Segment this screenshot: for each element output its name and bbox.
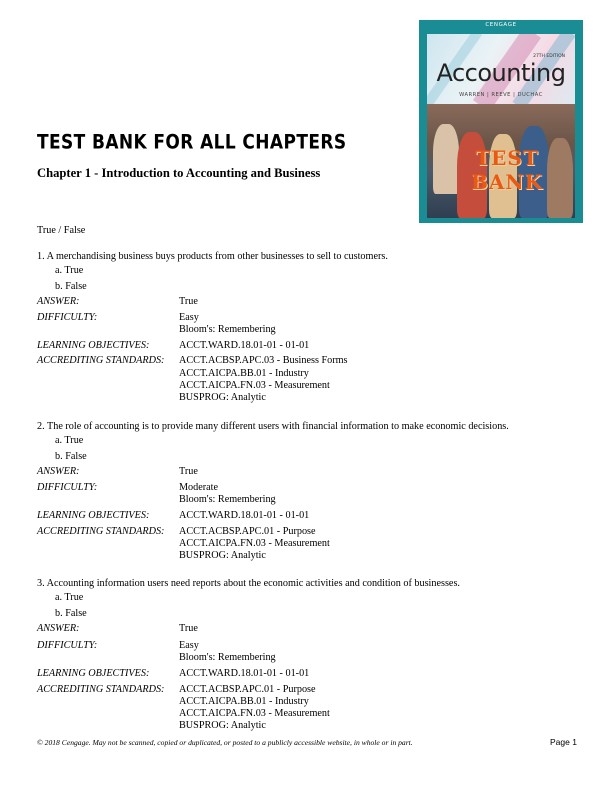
cover-authors: WARREN | REEVE | DUCHAC: [459, 92, 543, 98]
standard-item: BUSPROG: Analytic: [179, 720, 266, 731]
standards-label: ACCREDITING STANDARDS:: [37, 355, 165, 366]
standard-item: ACCT.ACBSP.APC.01 - Purpose: [179, 526, 316, 537]
standard-item: ACCT.ACBSP.APC.03 - Business Forms: [179, 355, 348, 366]
standard-item: ACCT.AICPA.FN.03 - Measurement: [179, 538, 330, 549]
learning-objectives-value: ACCT.WARD.18.01-01 - 01-01: [179, 340, 310, 351]
answer-value: True: [179, 623, 198, 634]
standard-item: BUSPROG: Analytic: [179, 550, 266, 561]
choice-a: a. True: [55, 592, 84, 603]
choice-a: a. True: [55, 435, 84, 446]
learning-objectives-value: ACCT.WARD.18.01-01 - 01-01: [179, 668, 310, 679]
question-prompt: 1. A merchandising business buys products from other businesses to sell to customers.: [37, 251, 388, 262]
learning-objectives-label: LEARNING OBJECTIVES:: [37, 340, 150, 351]
standard-item: ACCT.ACBSP.APC.01 - Purpose: [179, 684, 316, 695]
standard-item: BUSPROG: Analytic: [179, 392, 266, 403]
cover-inner: [427, 34, 575, 218]
answer-value: True: [179, 466, 198, 477]
cover-edition: 27TH EDITION: [533, 54, 565, 59]
standard-item: ACCT.AICPA.BB.01 - Industry: [179, 368, 309, 379]
choice-b: b. False: [55, 281, 87, 292]
standard-item: ACCT.AICPA.BB.01 - Industry: [179, 696, 309, 707]
page-number: Page 1: [550, 737, 577, 747]
banner-title: TEST BANK FOR ALL CHAPTERS: [37, 131, 347, 154]
standards-label: ACCREDITING STANDARDS:: [37, 684, 165, 695]
standard-item: ACCT.AICPA.FN.03 - Measurement: [179, 380, 330, 391]
question-prompt: 3. Accounting information users need reports about the economic activities and condition of businesses.: [37, 578, 460, 589]
answer-value: True: [179, 296, 198, 307]
cover-stamp: TEST BANK: [470, 146, 544, 194]
learning-objectives-label: LEARNING OBJECTIVES:: [37, 668, 150, 679]
difficulty-value: Easy: [179, 312, 199, 323]
choice-a: a. True: [55, 265, 84, 276]
blooms-value: Bloom's: Remembering: [179, 494, 276, 505]
chapter-title: Chapter 1 - Introduction to Accounting and Business: [37, 166, 321, 180]
question-prompt: 2. The role of accounting is to provide many different users with financial information to make economic decisions.: [37, 421, 509, 432]
difficulty-value: Easy: [179, 640, 199, 651]
choice-b: b. False: [55, 451, 87, 462]
choice-b: b. False: [55, 608, 87, 619]
difficulty-value: Moderate: [179, 482, 219, 493]
answer-label: ANSWER:: [37, 623, 80, 634]
cover-title: Accounting: [436, 59, 566, 87]
difficulty-label: DIFFICULTY:: [37, 482, 98, 493]
section-heading: True / False: [37, 225, 86, 236]
answer-label: ANSWER:: [37, 296, 80, 307]
answer-label: ANSWER:: [37, 466, 80, 477]
learning-objectives-value: ACCT.WARD.18.01-01 - 01-01: [179, 510, 310, 521]
difficulty-label: DIFFICULTY:: [37, 312, 98, 323]
blooms-value: Bloom's: Remembering: [179, 324, 276, 335]
standards-label: ACCREDITING STANDARDS:: [37, 526, 165, 537]
book-cover-image: [419, 20, 583, 223]
difficulty-label: DIFFICULTY:: [37, 640, 98, 651]
cover-brand: CENGAGE: [485, 22, 517, 28]
standard-item: ACCT.AICPA.FN.03 - Measurement: [179, 708, 330, 719]
blooms-value: Bloom's: Remembering: [179, 652, 276, 663]
copyright-footer: © 2018 Cengage. May not be scanned, copied or duplicated, or posted to a publicly accessible website, in whole or in part.: [37, 738, 413, 747]
learning-objectives-label: LEARNING OBJECTIVES:: [37, 510, 150, 521]
